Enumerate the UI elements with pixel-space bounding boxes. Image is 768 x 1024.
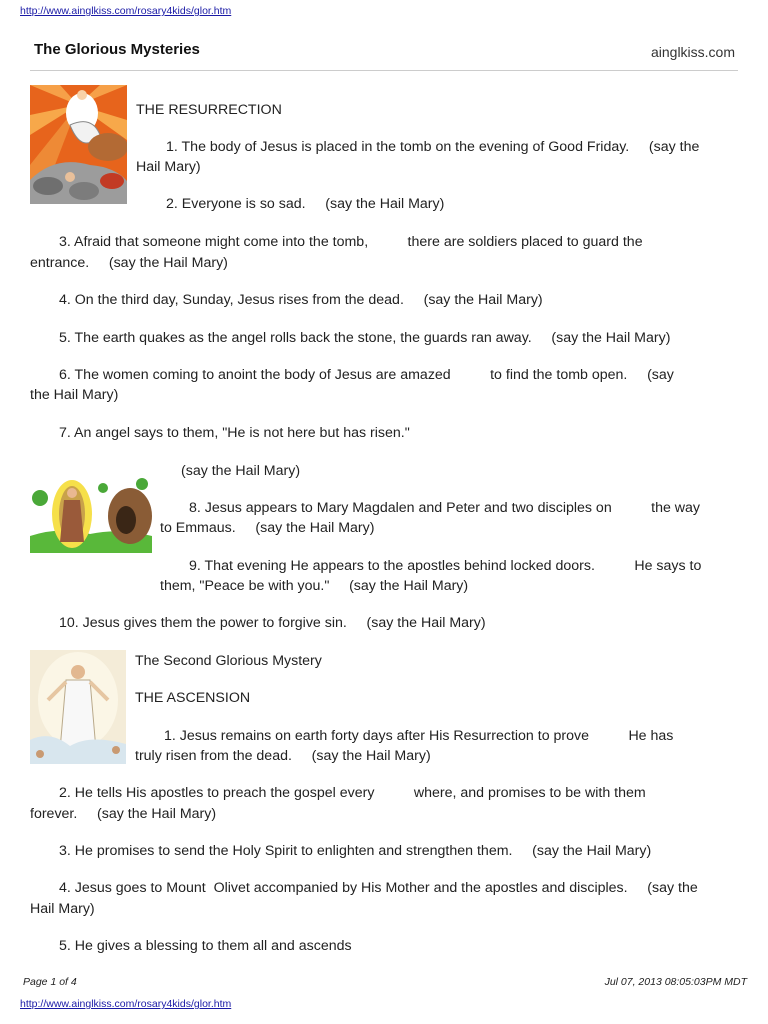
header-divider	[30, 70, 738, 71]
resurrection-heading: THE RESURRECTION	[136, 102, 282, 118]
page-number: Page 1 of 4	[23, 976, 77, 988]
resurrection-item-3-line-1: 3. Afraid that someone might come into the tomb, there are soldiers placed to guard the	[59, 234, 643, 250]
ascension-item-3: 3. He promises to send the Holy Spirit to enlighten and strengthen them. (say the Hail Mary)	[59, 843, 652, 859]
resurrection-item-8-line-1: 8. Jesus appears to Mary Magdalen and Peter and two disciples on the way	[189, 500, 701, 516]
resurrection-item-2: 2. Everyone is so sad. (say the Hail Mary)	[166, 196, 445, 212]
resurrection-item-1-line-1: 1. The body of Jesus is placed in the tomb on the evening of Good Friday. (say the	[166, 139, 700, 155]
ascension-item-4-line-1: 4. Jesus goes to Mount Olivet accompanied by His Mother and the apostles and disciples. (say the	[59, 880, 698, 896]
risen-jesus-picture	[30, 476, 152, 553]
page-title: The Glorious Mysteries	[34, 41, 200, 58]
ascension-item-5: 5. He gives a blessing to them all and ascends	[59, 938, 352, 954]
ascension-item-1-line-1: 1. Jesus remains on earth forty days after His Resurrection to prove He has	[164, 728, 674, 744]
resurrection-picture	[30, 85, 127, 204]
ascension-item-2-line-2: forever. (say the Hail Mary)	[30, 806, 217, 822]
ascension-item-4-line-2: Hail Mary)	[30, 901, 95, 917]
resurrection-item-9-line-1: 9. That evening He appears to the apostles behind locked doors. He says to	[189, 558, 702, 574]
print-timestamp: Jul 07, 2013 08:05:03PM MDT	[604, 976, 747, 988]
resurrection-item-5: 5. The earth quakes as the angel rolls back the stone, the guards ran away. (say the Hail Mary)	[59, 330, 671, 346]
page-url-top[interactable]: http://www.ainglkiss.com/rosary4kids/glor.htm	[20, 5, 232, 17]
resurrection-item-10: 10. Jesus gives them the power to forgive sin. (say the Hail Mary)	[59, 615, 486, 631]
site-name: ainglkiss.com	[650, 44, 735, 60]
resurrection-item-9-line-2: them, "Peace be with you." (say the Hail Mary)	[160, 578, 469, 594]
resurrection-item-1-line-2: Hail Mary)	[136, 159, 201, 175]
ascension-heading: THE ASCENSION	[135, 690, 251, 706]
resurrection-item-7-prayer: (say the Hail Mary)	[181, 463, 301, 479]
resurrection-item-6-line-1: 6. The women coming to anoint the body of Jesus are amazed to find the tomb open. (say	[59, 367, 674, 383]
resurrection-item-8-line-2: to Emmaus. (say the Hail Mary)	[160, 520, 375, 536]
ascension-item-2-line-1: 2. He tells His apostles to preach the gospel every where, and promises to be with them	[59, 785, 646, 801]
ascension-picture	[30, 650, 126, 764]
page-url-bottom[interactable]: http://www.ainglkiss.com/rosary4kids/glor.htm	[20, 998, 232, 1010]
resurrection-item-6-line-2: the Hail Mary)	[30, 387, 119, 403]
ascension-subtitle: The Second Glorious Mystery	[135, 653, 322, 669]
ascension-item-1-line-2: truly risen from the dead. (say the Hail Mary)	[135, 748, 431, 764]
resurrection-item-3-line-2: entrance. (say the Hail Mary)	[30, 255, 228, 271]
resurrection-item-4: 4. On the third day, Sunday, Jesus rises from the dead. (say the Hail Mary)	[59, 292, 543, 308]
resurrection-item-7: 7. An angel says to them, "He is not here but has risen."	[59, 425, 410, 441]
